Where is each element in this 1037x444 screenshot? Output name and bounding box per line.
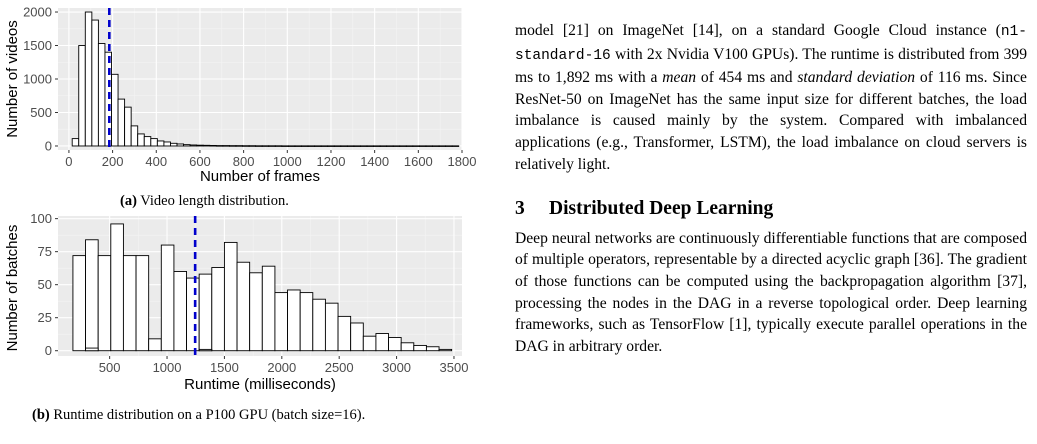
histogram-bar [452, 146, 459, 147]
x-tick-label: 400 [145, 154, 168, 169]
paragraph-cloud-imbalance [515, 20, 1027, 175]
histogram-bar [426, 146, 433, 147]
histogram-bar [439, 349, 452, 350]
histogram-bar [380, 146, 387, 147]
histogram-bar [389, 338, 402, 351]
histogram-bar [72, 139, 79, 146]
histogram-bar [243, 146, 250, 147]
caption-a-label: (a) [120, 193, 137, 209]
histogram-bar [112, 74, 119, 146]
histogram-bar [347, 146, 354, 147]
histogram-bar [249, 146, 256, 147]
y-tick-label: 1000 [23, 71, 52, 87]
histogram-bar [136, 256, 149, 351]
x-tick-label: 500 [98, 360, 121, 375]
chart-a-x-ticks [65, 150, 476, 169]
y-tick-label: 75 [37, 244, 52, 260]
histogram-bar [446, 146, 453, 147]
histogram-bar [288, 146, 295, 147]
histogram-bar [275, 146, 282, 147]
x-tick-label: 200 [101, 154, 124, 169]
x-tick-label: 1800 [447, 154, 477, 169]
histogram-bar [256, 146, 263, 147]
histogram-bar [138, 134, 145, 146]
histogram-bar [360, 146, 367, 147]
y-tick-label: 2000 [23, 4, 52, 20]
histogram-bar [401, 343, 414, 351]
x-tick-label: 0 [65, 154, 73, 169]
histogram-bar [376, 334, 389, 351]
histogram-bar [300, 293, 313, 351]
para1-mean-term: mean [662, 69, 697, 87]
histogram-bar [212, 268, 225, 351]
histogram-bar [275, 293, 288, 351]
histogram-bar [125, 107, 132, 146]
caption-b [32, 407, 365, 424]
x-tick-label: 1200 [316, 154, 346, 169]
histogram-bar [229, 146, 236, 147]
histogram-bar [149, 339, 162, 351]
histogram-bar [118, 99, 125, 146]
histogram-bar [315, 146, 322, 147]
histogram-bar [313, 299, 326, 351]
section-title: Distributed Deep Learning [549, 198, 774, 220]
chart-b-x-axis-label: Runtime (milliseconds) [184, 376, 336, 393]
section-number: 3 [515, 198, 525, 220]
histogram-bar [210, 145, 217, 146]
histogram-bar [131, 126, 138, 146]
x-tick-label: 3000 [382, 360, 412, 375]
caption-a-text: Video length distribution. [136, 193, 289, 209]
histogram-bar [223, 146, 230, 147]
chart-b-svg [0, 212, 470, 397]
histogram-bar [73, 256, 86, 351]
histogram-bar [216, 146, 223, 147]
histogram-bar [338, 316, 351, 350]
histogram-bar [203, 145, 210, 146]
histogram-bar [187, 278, 200, 351]
chart-a-svg [0, 0, 477, 190]
histogram-bar [341, 146, 348, 147]
histogram-bar [199, 274, 212, 351]
x-tick-label: 1500 [209, 360, 239, 375]
histogram-bar [419, 146, 426, 147]
histogram-bar [351, 323, 364, 351]
histogram-bar [354, 146, 361, 147]
histogram-bar [174, 271, 187, 350]
x-tick-label: 1000 [272, 154, 302, 169]
histogram-bar [426, 347, 439, 351]
chart-a-y-ticks [23, 5, 58, 154]
histogram-bar [98, 44, 105, 146]
histogram-bar [144, 137, 151, 146]
histogram-bar [414, 345, 427, 350]
chart-a-x-axis-label: Number of frames [199, 168, 321, 185]
histogram-bar [413, 146, 420, 147]
body-text-column [515, 20, 1027, 357]
para1-stddev-term: standard deviation [797, 69, 916, 87]
histogram-bar [184, 145, 191, 146]
x-tick-label: 1000 [152, 360, 182, 375]
histogram-bar [92, 20, 99, 146]
histogram-bar [328, 146, 335, 147]
para1-text-3: of 454 ms and [696, 69, 798, 87]
y-tick-label: 0 [44, 138, 52, 154]
histogram-bar [177, 144, 184, 146]
histogram-bar [367, 146, 374, 147]
y-tick-label: 25 [37, 310, 52, 326]
histogram-bar [161, 245, 174, 351]
histogram-bar [325, 303, 338, 351]
histogram-bar [308, 146, 315, 147]
histogram-bar [269, 146, 276, 147]
histogram-bar [237, 262, 250, 350]
y-tick-label: 1500 [23, 38, 52, 54]
histogram-bar [321, 146, 328, 147]
y-tick-label: 500 [30, 104, 52, 120]
chart-b-x-ticks [99, 356, 469, 375]
section-heading [515, 198, 1027, 220]
para1-text-4: of 116 ms. Since ResNet-50 on ImageNet has the same input size for different batches, the load imbalance is caused mainly by the system. Compared with imbalanced applications (e.g., Transformer, LSTM), the load imbalance on cloud servers is relatively light. [515, 69, 1027, 173]
x-tick-label: 600 [189, 154, 211, 169]
chart-b-y-axis-label: Number of batches [4, 224, 21, 352]
x-tick-label: 1600 [403, 154, 433, 169]
x-tick-label: 3500 [439, 360, 469, 375]
histogram-bar [151, 139, 158, 146]
histogram-bar [439, 146, 446, 147]
caption-b-text: Runtime distribution on a P100 GPU (batch size=16). [49, 407, 366, 423]
histogram-bar [170, 143, 177, 146]
x-tick-label: 1400 [360, 154, 390, 169]
chart-a [0, 0, 477, 190]
histogram-bar [393, 146, 400, 147]
histogram-bar [199, 349, 212, 350]
para1-instance-code: n1-standard-16 [515, 24, 1027, 64]
histogram-bar [387, 146, 394, 147]
histogram-bar [301, 146, 308, 147]
chart-b-y-ticks [30, 211, 58, 358]
histogram-bar [334, 146, 341, 147]
histogram-bar [400, 146, 407, 147]
y-tick-label: 0 [44, 343, 52, 359]
chart-b [0, 212, 470, 397]
histogram-bar [157, 141, 164, 146]
histogram-bar [123, 256, 136, 351]
histogram-bar [363, 336, 376, 351]
para1-text-2: with 2x Nvidia V100 GPUs). The runtime is distributed from 399 ms to 1,892 ms with a [515, 45, 1027, 87]
histogram-bar [85, 12, 92, 146]
histogram-bar [288, 290, 301, 351]
para1-text-1: model [21] on ImageNet [14], on a standard Google Cloud instance ( [515, 22, 1001, 39]
x-tick-label: 2000 [267, 360, 297, 375]
caption-b-label: (b) [32, 407, 50, 423]
histogram-bar [79, 46, 86, 146]
x-tick-label: 800 [232, 154, 255, 169]
histogram-bar [374, 146, 381, 147]
histogram-bar [164, 142, 171, 146]
histogram-bar [236, 146, 243, 147]
histogram-bar [111, 224, 124, 351]
histogram-bar [98, 256, 111, 351]
histogram-bar [190, 145, 197, 146]
histogram-bar [86, 348, 99, 351]
histogram-bar [86, 240, 99, 351]
chart-a-y-axis-label: Number of videos [4, 20, 21, 138]
histogram-bar [250, 273, 263, 351]
y-tick-label: 100 [30, 211, 52, 227]
histogram-bar [197, 145, 204, 146]
x-tick-label: 2500 [324, 360, 354, 375]
caption-a [120, 193, 289, 210]
histogram-bar [295, 146, 302, 147]
histogram-bar [262, 266, 275, 351]
y-tick-label: 50 [37, 277, 52, 293]
histogram-bar [224, 242, 237, 350]
histogram-bar [406, 146, 413, 147]
histogram-bar [282, 146, 289, 147]
histogram-bar [433, 146, 440, 147]
histogram-bar [262, 146, 269, 147]
paragraph-ddl: Deep neural networks are continuously differentiable functions that are composed of multiple operators, representable by a directed acyclic graph [36]. The gradient of those functions can be computed using the backpropagation algorithm [37], processing the nodes in the DAG in a reverse topological order. Deep learning frameworks, such as TensorFlow [1], typically execute parallel operations in the DAG in arbitrary order. [515, 229, 1027, 355]
